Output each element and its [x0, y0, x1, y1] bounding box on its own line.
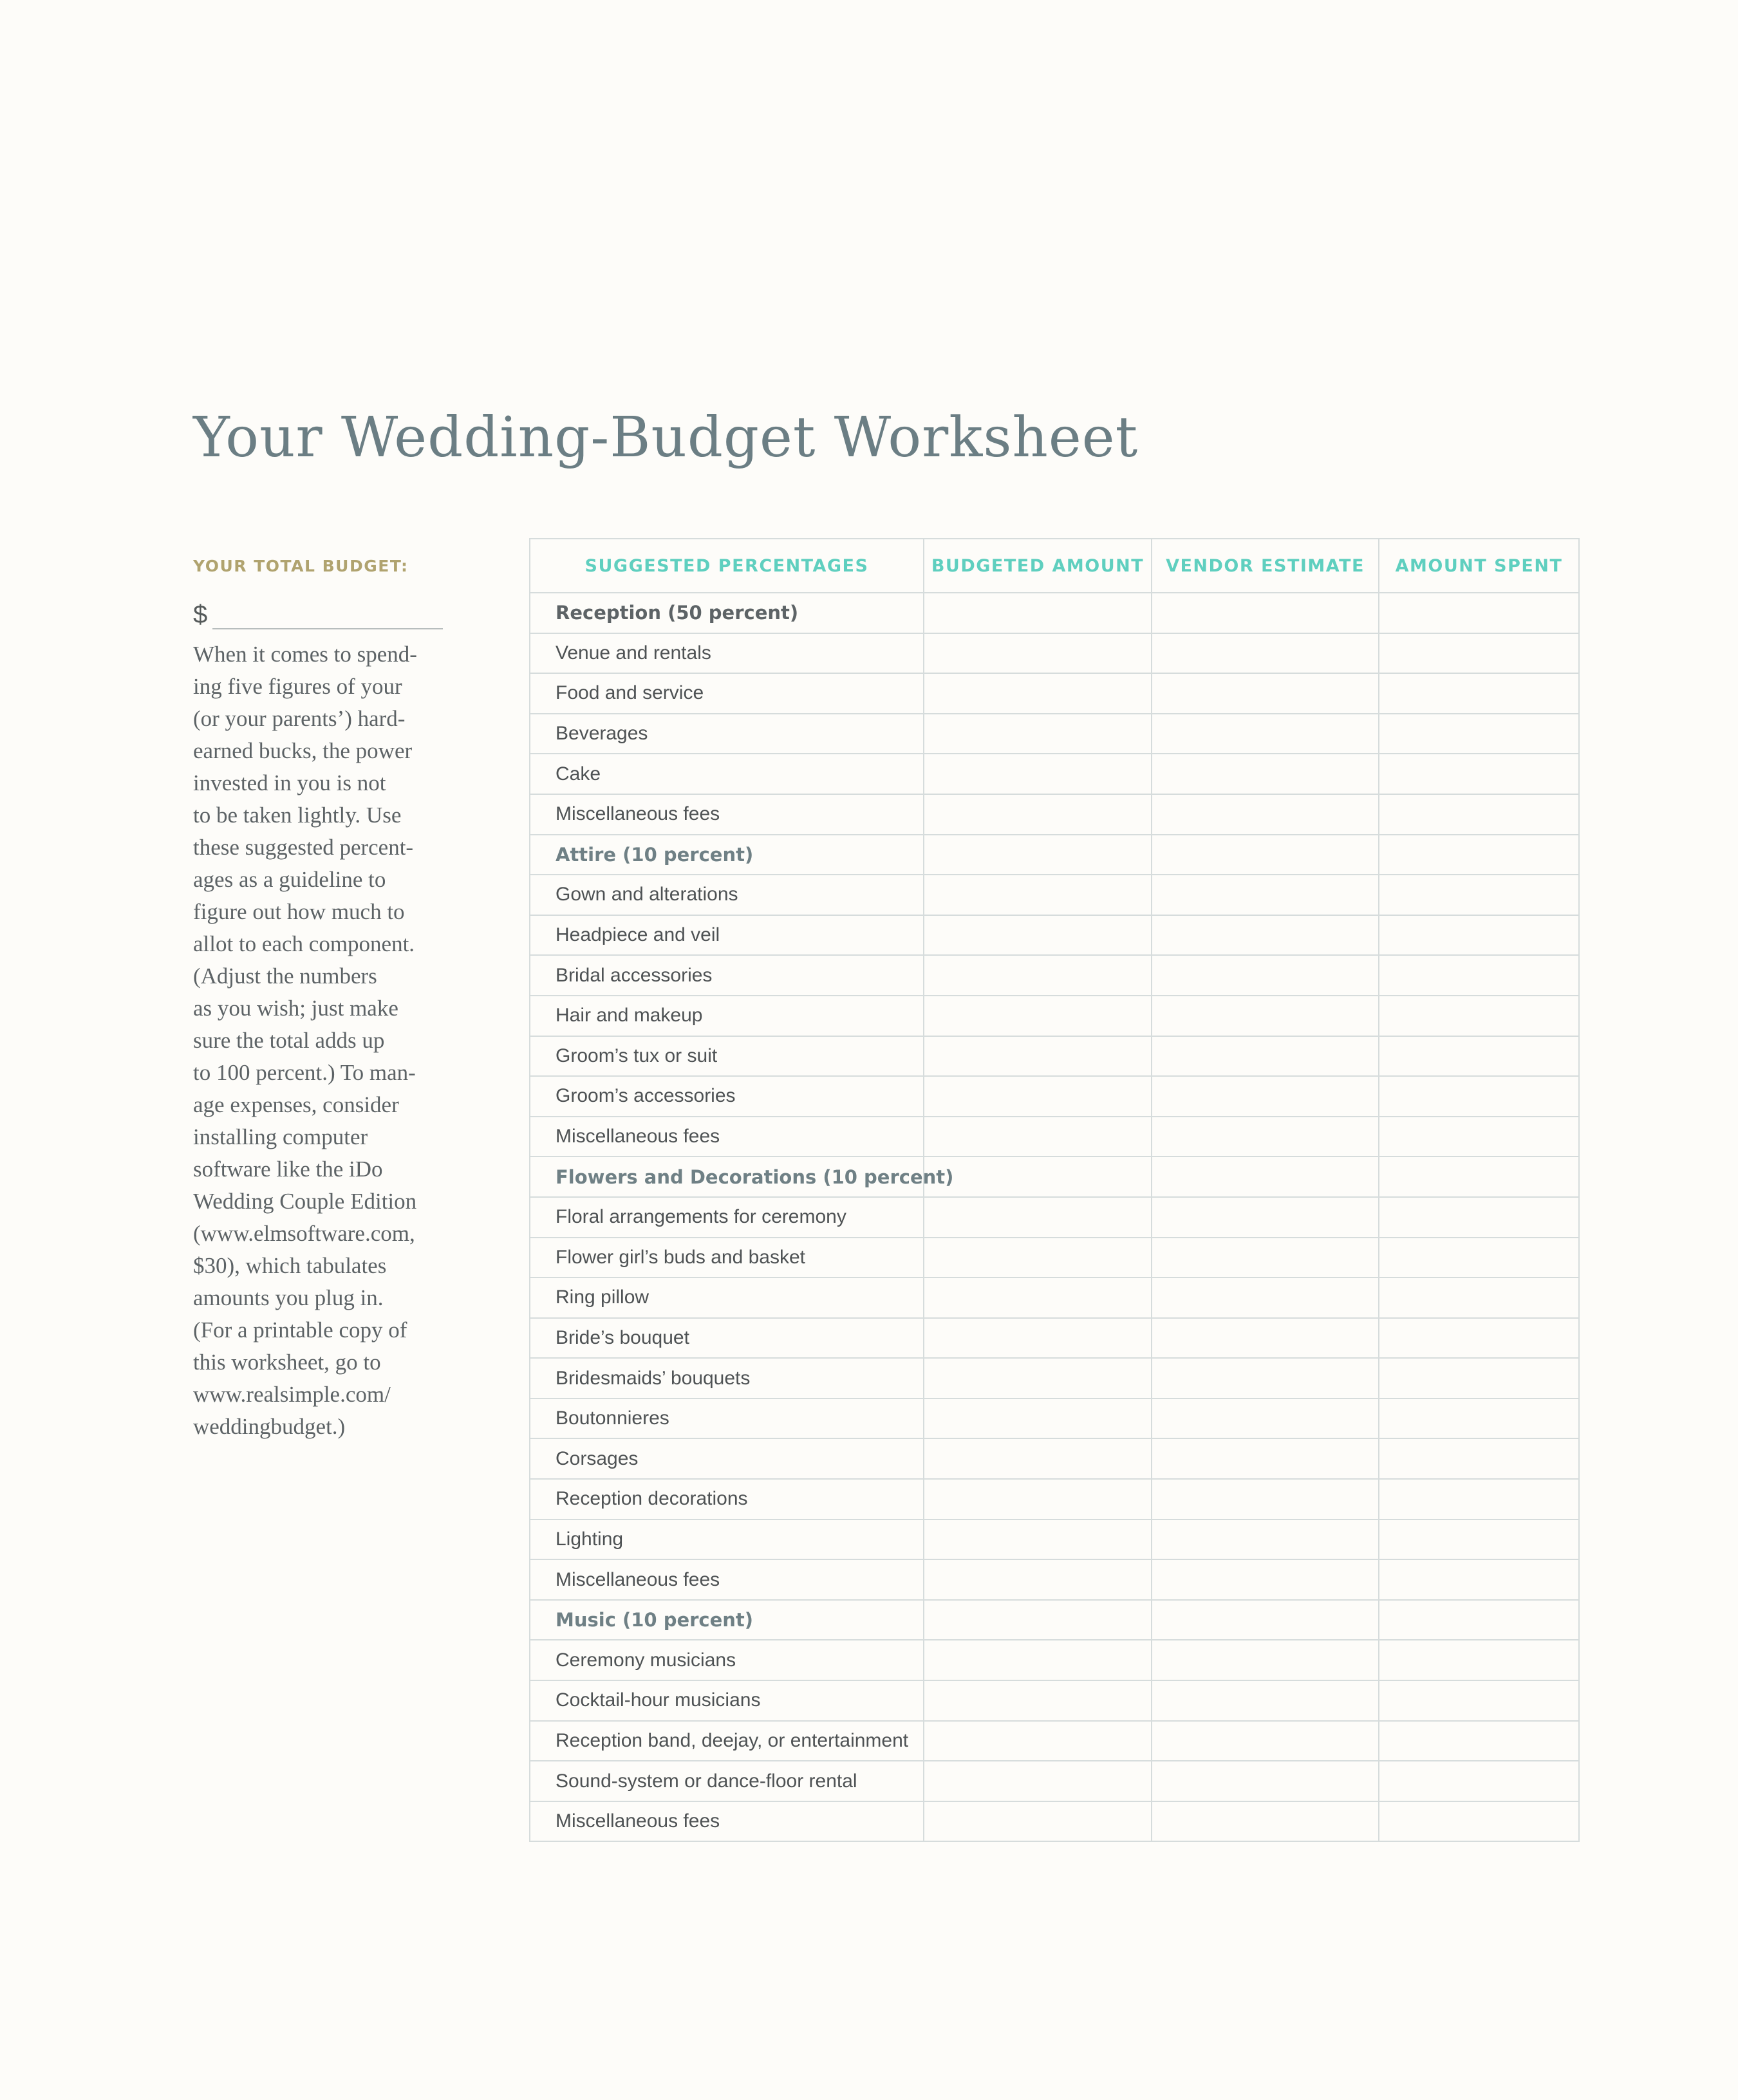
amount-spent-cell[interactable]: [1379, 996, 1579, 1036]
amount-spent-cell[interactable]: [1379, 1036, 1579, 1077]
vendor-estimate-cell[interactable]: [1152, 955, 1379, 996]
vendor-estimate-cell[interactable]: [1152, 593, 1379, 633]
intro-line: figure out how much to: [193, 899, 405, 924]
page-title: Your Wedding-Budget Worksheet: [193, 405, 1139, 470]
budget-item-label: Gown and alterations: [530, 875, 924, 915]
table-row: [530, 1801, 1579, 1842]
intro-line: to 100 percent.) To man-: [193, 1060, 416, 1085]
budgeted-amount-cell[interactable]: [924, 1036, 1152, 1077]
table-row: [530, 1519, 1579, 1560]
budget-item-label: Bridal accessories: [530, 955, 924, 996]
amount-spent-cell[interactable]: [1379, 633, 1579, 674]
amount-spent-cell[interactable]: [1379, 1438, 1579, 1479]
budgeted-amount-cell[interactable]: [924, 1801, 1152, 1842]
column-header-suggested-percentages: SUGGESTED PERCENTAGES: [530, 539, 924, 593]
amount-spent-cell[interactable]: [1379, 1479, 1579, 1519]
budget-item-label: Sound-system or dance-floor rental: [530, 1761, 924, 1801]
amount-spent-cell[interactable]: [1379, 1600, 1579, 1640]
intro-line: weddingbudget.): [193, 1414, 346, 1439]
budget-item-label: Lighting: [530, 1519, 924, 1560]
vendor-estimate-cell[interactable]: [1152, 1157, 1379, 1197]
intro-line: $30), which tabulates: [193, 1253, 387, 1278]
budgeted-amount-cell[interactable]: [924, 1278, 1152, 1318]
vendor-estimate-cell[interactable]: [1152, 794, 1379, 835]
table-row: [530, 633, 1579, 674]
intro-line: (Adjust the numbers: [193, 963, 377, 989]
vendor-estimate-cell[interactable]: [1152, 1076, 1379, 1117]
amount-spent-cell[interactable]: [1379, 1559, 1579, 1600]
vendor-estimate-cell[interactable]: [1152, 915, 1379, 956]
budgeted-amount-cell[interactable]: [924, 955, 1152, 996]
table-row: [530, 1721, 1579, 1761]
budget-item-label: Miscellaneous fees: [530, 794, 924, 835]
section-heading: Reception (50 percent): [530, 593, 924, 633]
section-heading: Attire (10 percent): [530, 835, 924, 875]
amount-spent-cell[interactable]: [1379, 1358, 1579, 1398]
budget-item-label: Cocktail-hour musicians: [530, 1680, 924, 1721]
intro-line: earned bucks, the power: [193, 738, 413, 763]
budget-item-label: Bride’s bouquet: [530, 1318, 924, 1359]
budgeted-amount-cell[interactable]: [924, 1680, 1152, 1721]
budgeted-amount-cell[interactable]: [924, 1157, 1152, 1197]
vendor-estimate-cell[interactable]: [1152, 1238, 1379, 1278]
intro-paragraph: [193, 638, 476, 1443]
vendor-estimate-cell[interactable]: [1152, 673, 1379, 714]
budgeted-amount-cell[interactable]: [924, 835, 1152, 875]
table-row: [530, 996, 1579, 1036]
budget-item-label: Ring pillow: [530, 1278, 924, 1318]
budgeted-amount-cell[interactable]: [924, 754, 1152, 794]
amount-spent-cell[interactable]: [1379, 1721, 1579, 1761]
total-budget-label: YOUR TOTAL BUDGET:: [193, 557, 409, 575]
table-row: [530, 1358, 1579, 1398]
budgeted-amount-cell[interactable]: [924, 996, 1152, 1036]
budgeted-amount-cell[interactable]: [924, 633, 1152, 674]
budget-item-label: Bridesmaids’ bouquets: [530, 1358, 924, 1398]
amount-spent-cell[interactable]: [1379, 955, 1579, 996]
vendor-estimate-cell[interactable]: [1152, 1600, 1379, 1640]
amount-spent-cell[interactable]: [1379, 754, 1579, 794]
budgeted-amount-cell[interactable]: [924, 1076, 1152, 1117]
budget-table-body: [530, 593, 1579, 1841]
intro-line: When it comes to spend-: [193, 642, 417, 667]
amount-spent-cell[interactable]: [1379, 1801, 1579, 1842]
intro-line: these suggested percent-: [193, 835, 414, 860]
table-row: [530, 1036, 1579, 1077]
table-row: [530, 1238, 1579, 1278]
vendor-estimate-cell[interactable]: [1152, 1640, 1379, 1680]
table-row: [530, 1398, 1579, 1439]
total-budget-blank-line: [212, 606, 443, 629]
table-row: [530, 1640, 1579, 1680]
budgeted-amount-cell[interactable]: [924, 1318, 1152, 1359]
intro-line: software like the iDo: [193, 1157, 383, 1182]
intro-line: to be taken lightly. Use: [193, 803, 402, 828]
intro-line: allot to each component.: [193, 931, 415, 956]
budgeted-amount-cell[interactable]: [924, 714, 1152, 754]
section-row: [530, 1600, 1579, 1640]
vendor-estimate-cell[interactable]: [1152, 996, 1379, 1036]
table-row: [530, 955, 1579, 996]
budget-item-label: Corsages: [530, 1438, 924, 1479]
budgeted-amount-cell[interactable]: [924, 1238, 1152, 1278]
table-row: [530, 794, 1579, 835]
vendor-estimate-cell[interactable]: [1152, 1438, 1379, 1479]
amount-spent-cell[interactable]: [1379, 714, 1579, 754]
intro-line: this worksheet, go to: [193, 1350, 381, 1375]
budget-item-label: Cake: [530, 754, 924, 794]
vendor-estimate-cell[interactable]: [1152, 1036, 1379, 1077]
budgeted-amount-cell[interactable]: [924, 1640, 1152, 1680]
vendor-estimate-cell[interactable]: [1152, 1398, 1379, 1439]
budgeted-amount-cell[interactable]: [924, 915, 1152, 956]
budgeted-amount-cell[interactable]: [924, 1197, 1152, 1238]
budget-item-label: Boutonnieres: [530, 1398, 924, 1439]
amount-spent-cell[interactable]: [1379, 1761, 1579, 1801]
budget-item-label: Food and service: [530, 673, 924, 714]
budget-item-label: Beverages: [530, 714, 924, 754]
budgeted-amount-cell[interactable]: [924, 1519, 1152, 1560]
amount-spent-cell[interactable]: [1379, 1238, 1579, 1278]
column-header-vendor-estimate: VENDOR ESTIMATE: [1152, 539, 1379, 593]
budget-item-label: Groom’s accessories: [530, 1076, 924, 1117]
budget-table: [529, 538, 1580, 1842]
amount-spent-cell[interactable]: [1379, 794, 1579, 835]
section-heading: Flowers and Decorations (10 percent): [530, 1157, 924, 1197]
amount-spent-cell[interactable]: [1379, 1680, 1579, 1721]
table-row: [530, 754, 1579, 794]
table-row: [530, 1761, 1579, 1801]
amount-spent-cell[interactable]: [1379, 673, 1579, 714]
intro-line: (or your parents’) hard-: [193, 706, 406, 731]
vendor-estimate-cell[interactable]: [1152, 1761, 1379, 1801]
amount-spent-cell[interactable]: [1379, 915, 1579, 956]
table-row: [530, 915, 1579, 956]
table-row: [530, 714, 1579, 754]
vendor-estimate-cell[interactable]: [1152, 1358, 1379, 1398]
amount-spent-cell[interactable]: [1379, 1157, 1579, 1197]
table-row: [530, 875, 1579, 915]
table-row: [530, 1479, 1579, 1519]
vendor-estimate-cell[interactable]: [1152, 1479, 1379, 1519]
budget-item-label: Miscellaneous fees: [530, 1117, 924, 1157]
vendor-estimate-cell[interactable]: [1152, 1278, 1379, 1318]
budgeted-amount-cell[interactable]: [924, 1438, 1152, 1479]
amount-spent-cell[interactable]: [1379, 1640, 1579, 1680]
amount-spent-cell[interactable]: [1379, 1519, 1579, 1560]
budget-item-label: Headpiece and veil: [530, 915, 924, 956]
vendor-estimate-cell[interactable]: [1152, 1801, 1379, 1842]
intro-line: invested in you is not: [193, 770, 386, 795]
budgeted-amount-cell[interactable]: [924, 794, 1152, 835]
vendor-estimate-cell[interactable]: [1152, 714, 1379, 754]
table-row: [530, 1680, 1579, 1721]
vendor-estimate-cell[interactable]: [1152, 875, 1379, 915]
budget-item-label: Reception decorations: [530, 1479, 924, 1519]
budget-item-label: Hair and makeup: [530, 996, 924, 1036]
amount-spent-cell[interactable]: [1379, 835, 1579, 875]
vendor-estimate-cell[interactable]: [1152, 1721, 1379, 1761]
vendor-estimate-cell[interactable]: [1152, 1559, 1379, 1600]
table-row: [530, 673, 1579, 714]
amount-spent-cell[interactable]: [1379, 1197, 1579, 1238]
budget-item-label: Miscellaneous fees: [530, 1801, 924, 1842]
column-header-budgeted-amount: BUDGETED AMOUNT: [924, 539, 1152, 593]
intro-line: sure the total adds up: [193, 1028, 385, 1053]
intro-line: ages as a guideline to: [193, 867, 386, 892]
table-row: [530, 1076, 1579, 1117]
budgeted-amount-cell[interactable]: [924, 1600, 1152, 1640]
intro-line: Wedding Couple Edition: [193, 1189, 417, 1214]
section-heading: Music (10 percent): [530, 1600, 924, 1640]
budgeted-amount-cell[interactable]: [924, 673, 1152, 714]
amount-spent-cell[interactable]: [1379, 1117, 1579, 1157]
table-header-row: [530, 539, 1579, 593]
section-row: [530, 1157, 1579, 1197]
intro-line: amounts you plug in.: [193, 1285, 384, 1310]
budgeted-amount-cell[interactable]: [924, 1358, 1152, 1398]
section-row: [530, 835, 1579, 875]
intro-line: (www.elmsoftware.com,: [193, 1221, 415, 1246]
budgeted-amount-cell[interactable]: [924, 1398, 1152, 1439]
budgeted-amount-cell[interactable]: [924, 1559, 1152, 1600]
intro-line: installing computer: [193, 1124, 368, 1149]
budgeted-amount-cell[interactable]: [924, 1479, 1152, 1519]
amount-spent-cell[interactable]: [1379, 1398, 1579, 1439]
budget-item-label: Ceremony musicians: [530, 1640, 924, 1680]
amount-spent-cell[interactable]: [1379, 875, 1579, 915]
column-header-amount-spent: AMOUNT SPENT: [1379, 539, 1579, 593]
table-row: [530, 1438, 1579, 1479]
intro-line: www.realsimple.com/: [193, 1382, 391, 1407]
budgeted-amount-cell[interactable]: [924, 1117, 1152, 1157]
vendor-estimate-cell[interactable]: [1152, 1197, 1379, 1238]
vendor-estimate-cell[interactable]: [1152, 1318, 1379, 1359]
total-budget-field: [193, 600, 476, 629]
table-row: [530, 1318, 1579, 1359]
vendor-estimate-cell[interactable]: [1152, 754, 1379, 794]
budget-item-label: Venue and rentals: [530, 633, 924, 674]
table-row: [530, 1559, 1579, 1600]
section-row: [530, 593, 1579, 633]
budgeted-amount-cell[interactable]: [924, 593, 1152, 633]
table-row: [530, 1197, 1579, 1238]
budget-item-label: Reception band, deejay, or entertainment: [530, 1721, 924, 1761]
amount-spent-cell[interactable]: [1379, 1076, 1579, 1117]
intro-line: ing five figures of your: [193, 674, 402, 699]
intro-line: (For a printable copy of: [193, 1317, 407, 1343]
amount-spent-cell[interactable]: [1379, 1318, 1579, 1359]
budget-item-label: Groom’s tux or suit: [530, 1036, 924, 1077]
budgeted-amount-cell[interactable]: [924, 875, 1152, 915]
budgeted-amount-cell[interactable]: [924, 1721, 1152, 1761]
vendor-estimate-cell[interactable]: [1152, 1519, 1379, 1560]
vendor-estimate-cell[interactable]: [1152, 835, 1379, 875]
table-row: [530, 1117, 1579, 1157]
vendor-estimate-cell[interactable]: [1152, 1117, 1379, 1157]
amount-spent-cell[interactable]: [1379, 593, 1579, 633]
budget-item-label: Flower girl’s buds and basket: [530, 1238, 924, 1278]
budget-item-label: Floral arrangements for ceremony: [530, 1197, 924, 1238]
currency-symbol: $: [193, 600, 208, 629]
budgeted-amount-cell[interactable]: [924, 1761, 1152, 1801]
amount-spent-cell[interactable]: [1379, 1278, 1579, 1318]
table-row: [530, 1278, 1579, 1318]
budget-item-label: Miscellaneous fees: [530, 1559, 924, 1600]
vendor-estimate-cell[interactable]: [1152, 1680, 1379, 1721]
intro-line: age expenses, consider: [193, 1092, 399, 1117]
vendor-estimate-cell[interactable]: [1152, 633, 1379, 674]
sidebar: [193, 553, 476, 1443]
intro-line: as you wish; just make: [193, 996, 398, 1021]
